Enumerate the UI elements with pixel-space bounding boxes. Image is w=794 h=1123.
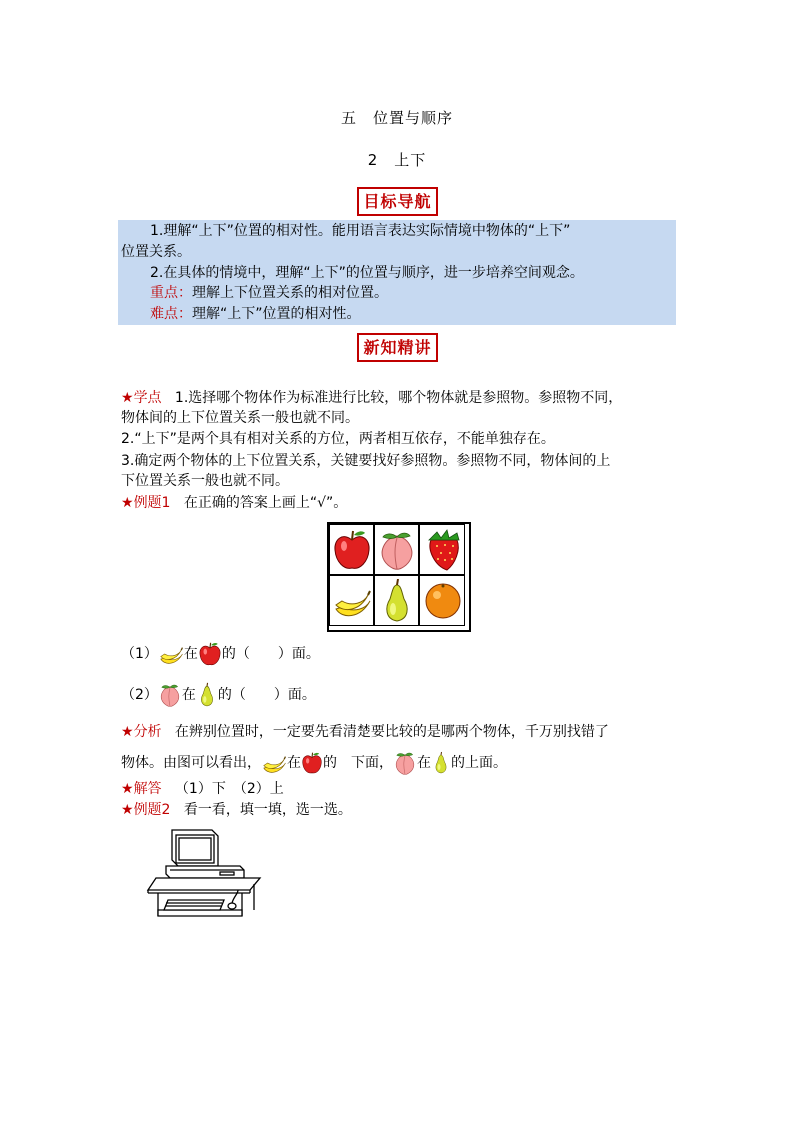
star-icon: ★ [121,390,134,406]
example2-label: 例题2 [133,802,171,818]
grid-cell [419,575,465,626]
pear-icon [377,579,417,623]
point-3b: 下位置关系一般也就不同。 [121,473,289,489]
analysis-line-2 [121,748,507,778]
computer-illustration [146,826,266,921]
key-point-label: 重点： [150,285,192,301]
example1-heading [121,494,347,513]
analysis-text-1: 在辨别位置时，一定要先看清楚要比较的是哪两个物体，千万别找错了 [174,724,609,740]
strawberry-icon [423,528,463,572]
question-1 [121,640,320,668]
answer-label: 解答 [133,781,162,797]
banana-icon [332,579,372,623]
orange-icon [423,579,463,623]
goal-difficult-point [150,304,361,324]
example1-text: 在正确的答案上画上“√”。 [183,495,348,511]
goals-box [118,220,676,325]
lecture-section-header: 新知精讲 [357,333,438,362]
question-2 [121,680,316,710]
star-icon: ★ [121,781,134,797]
star-icon: ★ [121,495,134,511]
difficult-point-text: 理解“上下”位置的相对性。 [192,306,361,322]
lesson-title: 2 上下 [367,151,427,169]
apple-icon [332,528,372,572]
apple-icon [198,641,222,667]
goal-key-point [150,283,388,303]
analysis-text-2b: 在 [287,755,301,771]
analysis-text-2d: 在 [417,755,431,771]
analysis-text-2e: 的上面。 [451,755,507,771]
grid-cell [374,575,419,626]
star-icon: ★ [121,724,134,740]
q1-number: （1） [121,646,158,662]
pear-icon [431,749,451,777]
goal-line-2: 2.在具体的情境中，理解“上下”的位置与顺序，进一步培养空间观念。 [150,265,584,281]
point-1a: 1.选择哪个物体作为标准进行比较，哪个物体就是参照物。参照物不同， [174,390,623,406]
grid-cell [329,575,374,626]
point-3a: 3.确定两个物体的上下位置关系，关键要找好参照物。参照物不同，物体间的上 [121,453,611,469]
analysis-label: 分析 [133,724,162,740]
point-1b: 物体间的上下位置关系一般也就不同。 [121,410,359,426]
grid-cell [329,524,374,575]
q1-mid: 在 [183,646,198,662]
chapter-title: 五 位置与顺序 [340,109,453,127]
apple-icon [301,751,323,775]
grid-cell [374,524,419,575]
answer-text: （1）下 （2）上 [174,781,284,797]
fruit-grid [327,522,471,632]
pear-icon [196,680,218,710]
star-icon: ★ [121,802,134,818]
analysis-text-2a: 物体。由图可以看出， [121,755,261,771]
point-label: 学点 [133,390,162,406]
banana-icon [158,640,184,668]
q2-number: （2） [121,687,158,703]
example2-heading [121,801,352,820]
banana-icon [261,749,287,777]
grid-cell [419,524,465,575]
point-line-1a [121,389,622,408]
peach-icon [393,750,417,776]
analysis-line-1 [121,723,609,742]
q2-mid: 在 [181,687,196,703]
point-2: 2.“上下”是两个具有相对关系的方位，两者相互依存，不能单独存在。 [121,431,555,447]
answer-line [121,780,284,799]
goal-line-1: 1.理解“上下”位置的相对性。能用语言表达实际情境中物体的“上下” [150,223,571,239]
analysis-text-2c: 的 下面， [323,755,393,771]
difficult-point-label: 难点： [150,306,192,322]
peach-icon [158,682,182,708]
q1-end: 的（ ）面。 [221,646,320,662]
example1-label: 例题1 [133,495,171,511]
key-point-text: 理解上下位置关系的相对位置。 [192,285,388,301]
goals-section-header: 目标导航 [357,187,438,216]
example2-text: 看一看，填一填，选一选。 [183,802,352,818]
goal-line-1b: 位置关系。 [121,244,191,260]
q2-end: 的（ ）面。 [217,687,316,703]
peach-icon [377,528,417,572]
